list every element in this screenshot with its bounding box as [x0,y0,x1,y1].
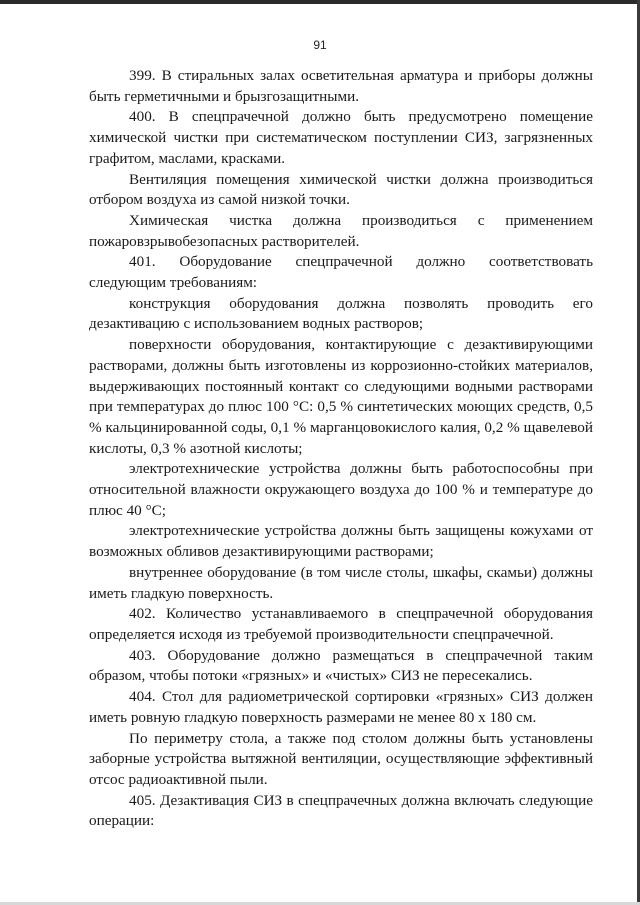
paragraph-chemical-cleaning: Химическая чистка должна производиться с применением пожаровзрывобезопасных растворителей. [89,211,593,250]
body-text [89,66,593,832]
list-item-electrical-covers: электротехнические устройства должны быть защищены кожухами от возможных обливов дезактивирующими растворами; [89,522,593,561]
page-number: 91 [313,38,327,52]
list-item-internal-equipment: внутреннее оборудование (в том числе столы, шкафы, скамьи) должны иметь гладкую поверхность. [89,563,593,602]
list-item-construction: конструкция оборудования должна позволять проводить его дезактивацию с использованием водных растворов; [89,294,593,333]
paragraph-ventilation: Вентиляция помещения химической чистки должна производиться отбором воздуха из самой низкой точки. [89,170,593,209]
paragraph-399: 399. В стиральных залах осветительная арматура и приборы должны быть герметичными и брызгозащитными. [89,67,593,105]
paragraph-400: 400. В спецпрачечной должно быть предусмотрено помещение химической чистки при систематическом поступлении СИЗ, загрязненных графитом, маслами, красками. [89,108,593,167]
list-item-surfaces: поверхности оборудования, контактирующие с дезактивирующими растворами, должны быть изготовлены из коррозионно-стойких материалов, выдерживающих постоянный контакт со следующими водными растворами при температурах до плюс 100 °С: 0,5 % синтетических моющих средств, 0,5 % кальцинированной соды, 0,1 % марганцовокислого калия, 0,2 % щавелевой кислоты, 0,3 % азотной кислоты; [89,336,593,457]
list-item-electrical-humidity: электротехнические устройства должны быть работоспособны при относительной влажности окружающего воздуха до 100 % и температуре до плюс 40 °С; [89,460,593,519]
paragraph-402: 402. Количество устанавливаемого в спецпрачечной оборудования определяется исходя из требуемой производительности спецпрачечной. [89,605,593,643]
paragraph-405: 405. Дезактивация СИЗ в спецпрачечных должна включать следующие операции: [89,791,593,830]
scan-edge-top [0,0,640,4]
paragraph-403: 403. Оборудование должно размещаться в спецпрачечной таким образом, чтобы потоки «грязных» и «чистых» СИЗ не пересекались. [89,646,593,685]
paragraph-404: 404. Стол для радиометрической сортировки «грязных» СИЗ должен иметь ровную гладкую поверхность размерами не менее 80 х 180 см. [89,688,593,726]
paragraph-table-perimeter: По периметру стола, а также под столом должны быть установлены заборные устройства вытяжной вентиляции, осуществляющие эффективный отсос радиоактивной пыли. [89,729,593,788]
paragraph-401: 401. Оборудование спецпрачечной должно соответствовать следующим требованиям: [89,253,593,292]
